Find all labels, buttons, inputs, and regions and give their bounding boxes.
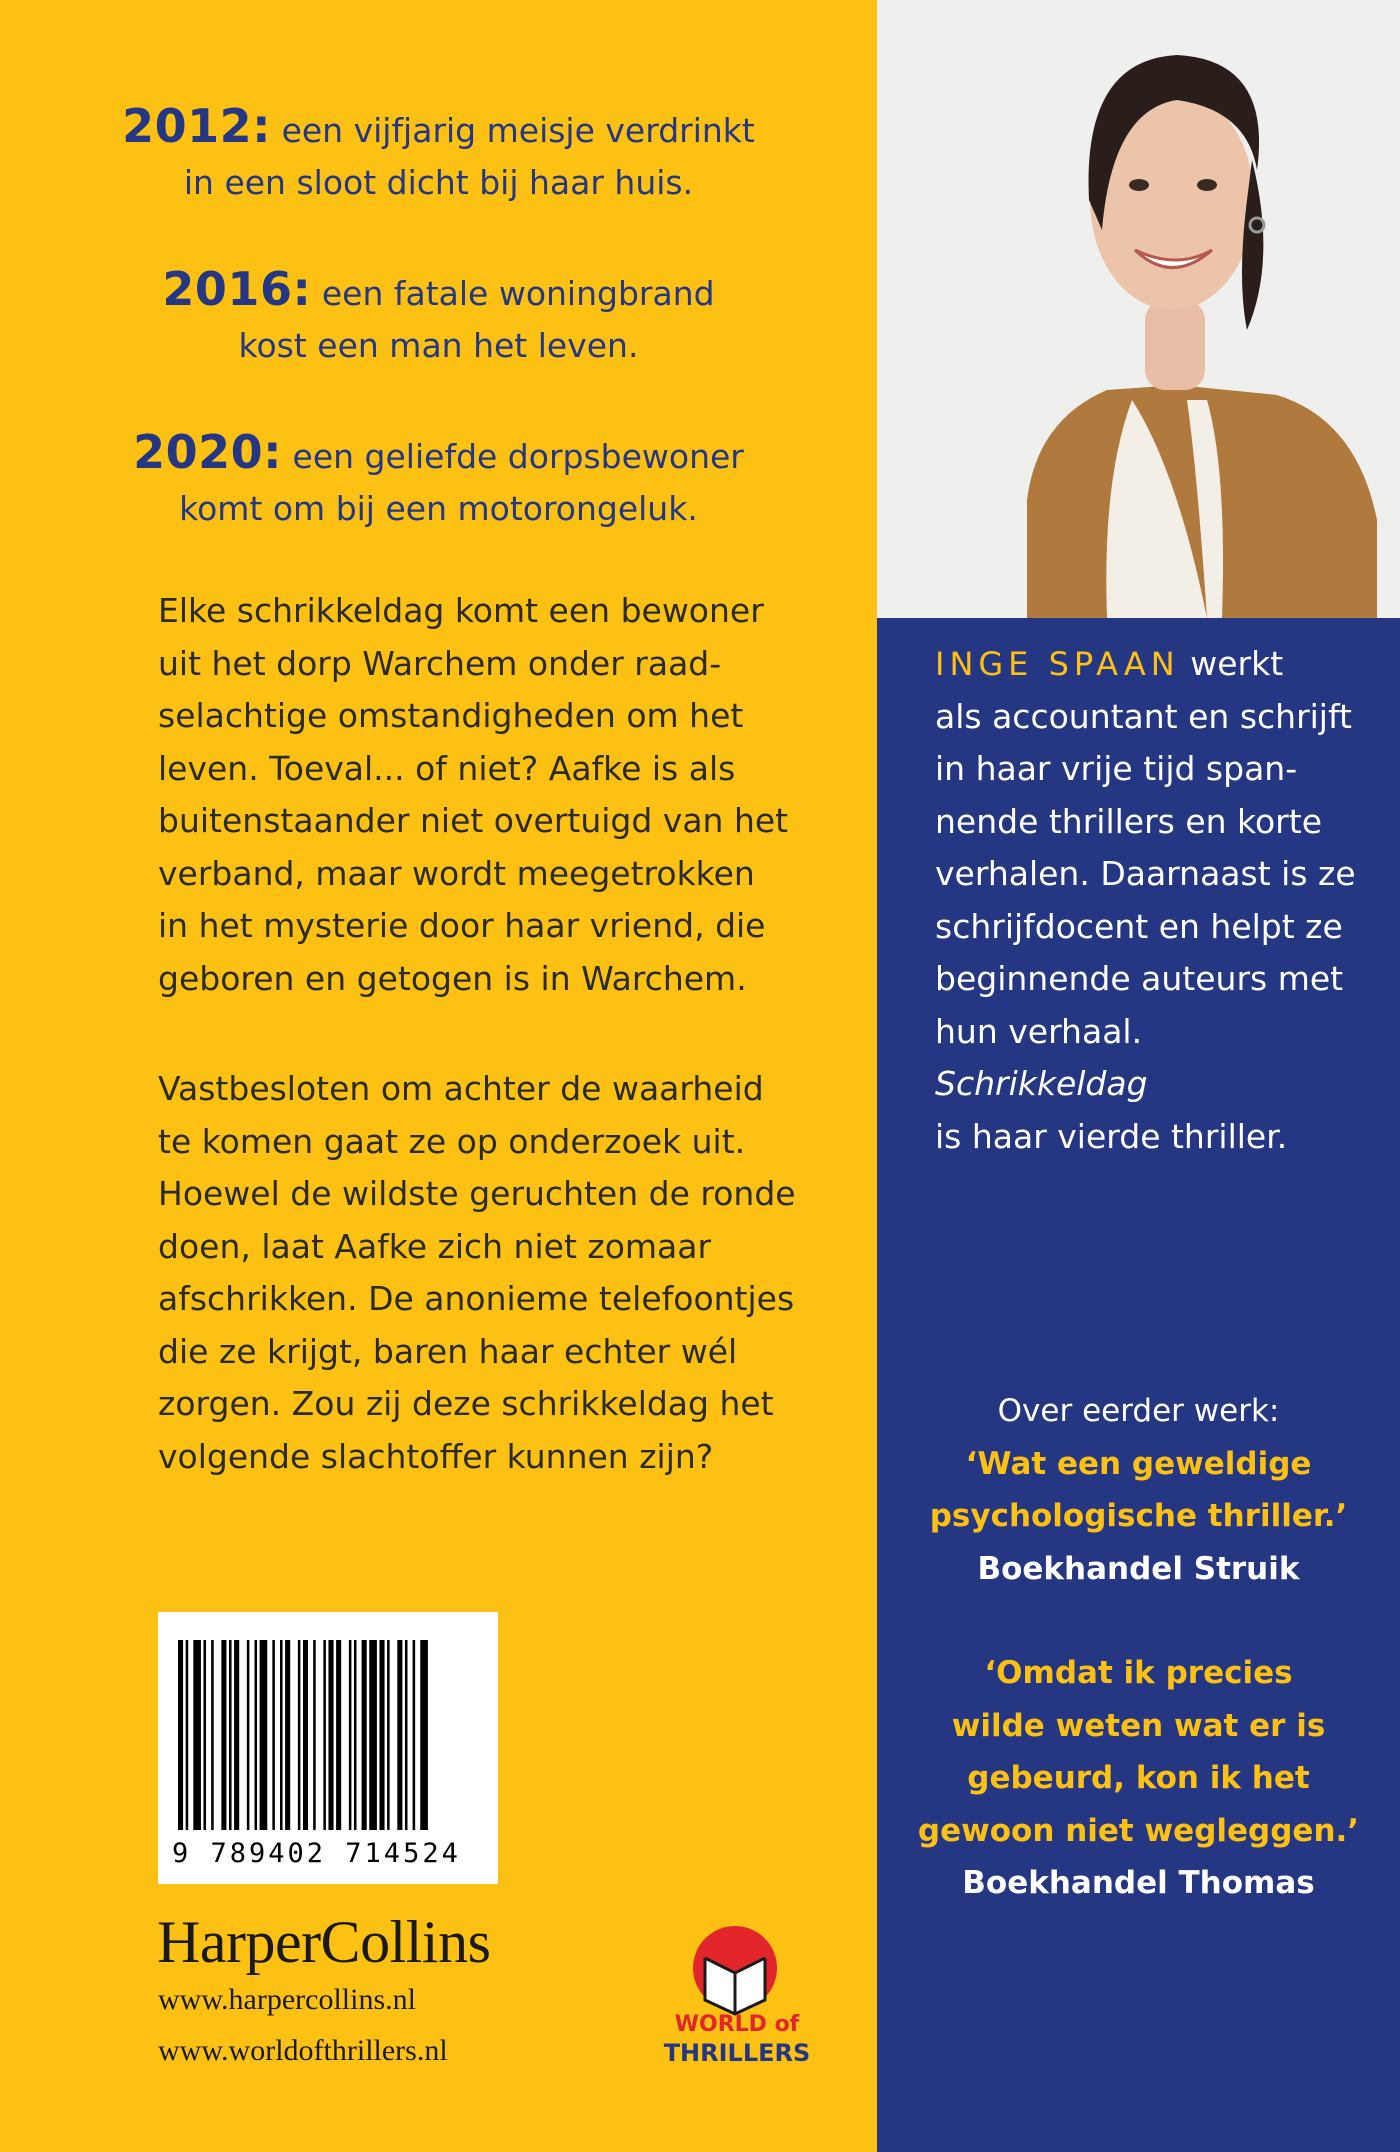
review-1 [877, 1438, 1400, 1596]
event-text: kost een man het leven. [238, 326, 639, 365]
barcode-bar [328, 1640, 333, 1830]
barcode-bar [260, 1640, 268, 1830]
bio-text: is haar vierde thriller. [935, 1116, 1288, 1156]
blurb-line: leven. Toeval... of niet? Aafke is als [158, 748, 736, 788]
blurb-paragraph-2 [158, 1063, 798, 1483]
blurb-line: geboren en getogen is in Warchem. [158, 958, 747, 998]
barcode-bar [379, 1640, 384, 1830]
event-text: een vijfjarig meisje verdrinkt [281, 111, 755, 150]
publisher-logo: HarperCollins [157, 1909, 491, 1975]
bio-text: in haar vrije tijd span- [935, 749, 1298, 788]
blurb-line: Elke schrikkeldag komt een bewoner [158, 591, 764, 630]
bio-text: nende thrillers en korte [935, 801, 1322, 841]
author-bio [935, 638, 1365, 1163]
barcode-bar [369, 1640, 377, 1830]
barcode-bar [336, 1640, 341, 1830]
barcode-bar [303, 1640, 308, 1830]
barcode-bar [193, 1640, 201, 1830]
barcode-bar [397, 1640, 402, 1830]
book-title: Schrikkeldag [935, 1064, 1148, 1103]
review-source: Boekhandel Struik [977, 1550, 1300, 1587]
barcode-bar [178, 1640, 183, 1830]
barcode-bar [285, 1640, 290, 1830]
event-text: komt om bij een motorongeluk. [179, 489, 698, 528]
barcode-bar [349, 1640, 352, 1830]
barcode-bar [362, 1640, 367, 1830]
event-2016 [0, 263, 877, 372]
review-quote: wilde weten wat er is [951, 1707, 1326, 1744]
event-2020 [0, 426, 877, 535]
blurb-line: doen, laat Aafke zich niet zomaar [158, 1226, 712, 1266]
barcode-bar [221, 1640, 226, 1830]
event-text: in een sloot dicht bij haar huis. [183, 163, 694, 202]
barcode-bar [420, 1640, 428, 1830]
barcode-bar [186, 1640, 189, 1830]
blurb-line: Vastbesloten om achter de waarheid [158, 1069, 764, 1108]
isbn-barcode [158, 1612, 498, 1884]
blurb-line: te komen gaat ze op onderzoek uit. [158, 1121, 746, 1161]
barcode-bar [413, 1640, 416, 1830]
review-quote: psychologische thriller.’ [929, 1498, 1348, 1534]
barcode-bar [354, 1640, 357, 1830]
barcode-bar [272, 1640, 275, 1830]
blurb-line: zorgen. Zou zij deze schrikkeldag het [158, 1384, 774, 1423]
event-year: 2016: [162, 262, 312, 316]
review-quote: ‘Wat een geweldige [965, 1445, 1312, 1482]
barcode-bar [234, 1640, 239, 1830]
barcode-bar [323, 1640, 326, 1830]
review-quote: gebeurd, kon ik het [967, 1760, 1310, 1796]
blurb-line: volgende slachtoffer kunnen zijn? [158, 1436, 714, 1476]
event-2012 [0, 100, 877, 209]
bio-text: werkt [1179, 644, 1284, 683]
blurb-line: afschrikken. De anonieme telefoontjes [158, 1279, 795, 1318]
blurb-line: buitenstaander niet overtuigd van het [158, 801, 789, 840]
barcode-bar [280, 1640, 283, 1830]
author-portrait-image [877, 0, 1400, 618]
barcode-bar [298, 1640, 301, 1830]
bio-text: verhalen. Daarnaast is ze [935, 854, 1356, 893]
blurb-line: verband, maar wordt meegetrokken [158, 853, 755, 893]
event-text: een geliefde dorpsbewoner [292, 437, 744, 476]
blurb-paragraph-1 [158, 585, 798, 1005]
blurb-line: uit het dorp Warchem onder raad- [158, 643, 722, 683]
barcode-bars [158, 1612, 498, 1842]
imprint-logo-line2: THRILLERS [663, 2039, 811, 2067]
publisher-url[interactable]: www.harpercollins.nl [158, 1983, 416, 2016]
event-year: 2012: [122, 99, 272, 153]
reviews-intro: Over eerder werk: [997, 1393, 1280, 1429]
blurb-line: selachtige omstandigheden om het [158, 696, 744, 735]
bio-text: beginnende auteurs met [935, 959, 1344, 998]
imprint-logo-line1: WORLD of [674, 2012, 800, 2037]
barcode-bar [387, 1640, 390, 1830]
barcode-bar [204, 1640, 207, 1830]
blurb-line: die ze krijgt, baren haar echter wél [158, 1331, 738, 1371]
reviews-section [877, 1385, 1400, 1962]
author-name: INGE SPAAN [935, 645, 1180, 683]
blurb-line: in het mysterie door haar vriend, die [158, 906, 766, 945]
author-photo [877, 0, 1400, 618]
bio-text: hun verhaal. [935, 1011, 1143, 1051]
review-2 [877, 1647, 1400, 1910]
bio-text: schrijfdocent en helpt ze [935, 906, 1343, 946]
review-quote: gewoon niet wegleggen.’ [917, 1812, 1360, 1849]
barcode-bar [405, 1640, 408, 1830]
barcode-bar [247, 1640, 250, 1830]
bio-text: als accountant en schrijft [935, 696, 1352, 736]
barcode-bar [211, 1640, 214, 1830]
barcode-bar [229, 1640, 232, 1830]
barcode-bar [313, 1640, 316, 1830]
isbn-number: 9 789402 714524 [172, 1838, 461, 1869]
timeline-events [0, 100, 877, 589]
review-quote: ‘Omdat ik precies [984, 1655, 1293, 1691]
event-year: 2020: [133, 425, 283, 479]
imprint-url[interactable]: www.worldofthrillers.nl [158, 2034, 448, 2067]
barcode-bar [255, 1640, 258, 1830]
review-source: Boekhandel Thomas [962, 1865, 1315, 1901]
blurb-line: Hoewel de wildste geruchten de ronde [158, 1174, 796, 1213]
event-text: een fatale woningbrand [321, 274, 715, 313]
